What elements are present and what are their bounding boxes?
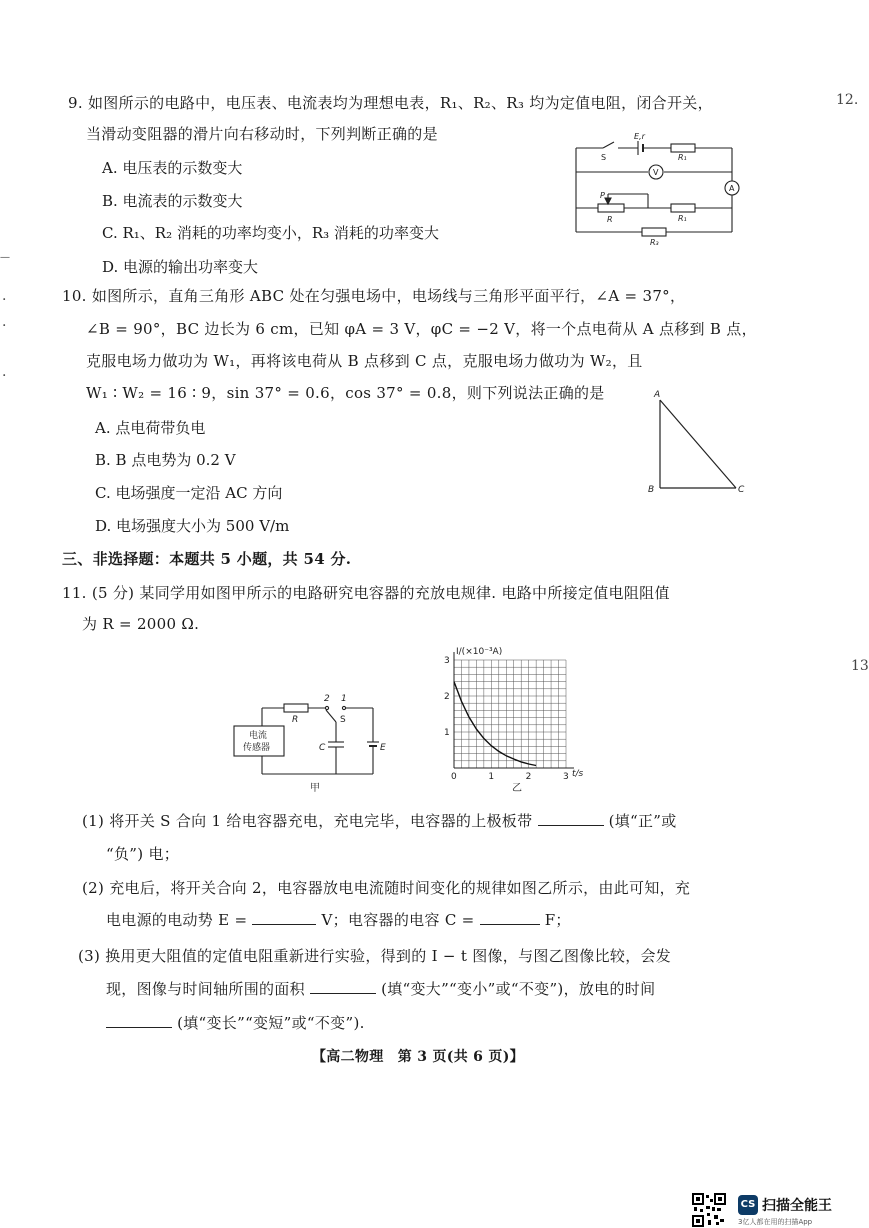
section-3-heading: 三、非选择题：本题共 5 小题，共 54 分. <box>62 550 352 568</box>
q11-jia-label-e: E <box>380 743 386 753</box>
q11-jia-label-s: S <box>340 715 346 725</box>
q10-triangle-figure <box>640 384 756 500</box>
q9-fig-label-r3: R₃ <box>650 238 659 247</box>
q11-jia-label-r: R <box>292 715 299 725</box>
q10-stem-line2: ∠B = 90°，BC 边长为 6 cm，已知 φA = 3 V，φC = −2 V，将一个点电荷从 A 点移到 B 点， <box>86 320 757 338</box>
q11-part3-text-d: (填“变长”“变短”或“不变”). <box>177 1014 365 1032</box>
q11-part1-text-a: (1) 将开关 S 合向 1 给电容器充电，充电完毕，电容器的上极板带 <box>82 812 533 830</box>
q9-fig-label-r1: R₁ <box>678 153 687 162</box>
q10-fig-label-b: B <box>648 485 655 495</box>
margin-tick: · <box>2 368 7 384</box>
q11-part3-time-blank[interactable] <box>106 1013 172 1028</box>
scanner-watermark <box>692 1193 864 1227</box>
q10-stem-line1: 10. 如图所示，直角三角形 ABC 处在匀强电场中，电场线与三角形平面平行，∠A = 37°， <box>62 287 686 305</box>
q11-part3-text-b: 现，图像与时间轴所围的面积 <box>106 980 305 998</box>
q11-jia-label-c: C <box>319 743 326 753</box>
q10-fig-label-c: C <box>738 485 745 495</box>
qr-code-icon <box>692 1193 726 1227</box>
y-tick-label: 1 <box>444 728 450 738</box>
q11-stem-line2: 为 R = 2000 Ω. <box>82 615 200 633</box>
q9-stem-line2: 当滑动变阻器的滑片向右移动时，下列判断正确的是 <box>86 125 438 143</box>
q9-option-d[interactable]: D. 电源的输出功率变大 <box>102 258 259 276</box>
q11-part2-capacitance-blank[interactable] <box>480 910 540 925</box>
q10-option-d[interactable]: D. 电场强度大小为 500 V/m <box>95 517 290 535</box>
q9-fig-label-r1b: R₁ <box>678 214 687 223</box>
q10-option-c[interactable]: C. 电场强度一定沿 AC 方向 <box>95 484 283 502</box>
x-tick-label: 0 <box>451 772 457 782</box>
q11-part2-line2 <box>106 909 571 930</box>
q11-jia-caption: 甲 <box>310 783 320 794</box>
chart-grid <box>454 660 566 768</box>
chart-caption: 乙 <box>512 783 522 794</box>
margin-tick: — <box>0 252 10 263</box>
x-tick-label: 2 <box>525 772 532 782</box>
q11-stem-line1: 11. (5 分) 某同学用如图甲所示的电路研究电容器的充放电规律. 电路中所接定值电阻阻值 <box>62 584 670 602</box>
q11-jia-label-2: 2 <box>324 694 330 704</box>
q11-part1-text-b: (填“正”或 <box>608 812 677 830</box>
margin-question-number: 13 <box>851 658 869 674</box>
margin-tick: · <box>2 292 7 308</box>
q9-stem-line1: 9. 如图所示的电路中，电压表、电流表均为理想电表，R₁、R₂、R₃ 均为定值电阻，闭合开关， <box>68 94 713 112</box>
q11-part3-line1: (3) 换用更大阻值的定值电阻重新进行实验，得到的 I − t 图像，与图乙图像比较，会发 <box>78 947 672 965</box>
q11-part3-text-c: (填“变大”“变小”或“不变”)，放电的时间 <box>381 980 656 998</box>
y-tick-label: 2 <box>444 692 450 702</box>
scanner-logo-icon: CS <box>738 1195 758 1215</box>
q11-part3-area-blank[interactable] <box>310 979 376 994</box>
q9-fig-label-v: V <box>653 168 659 177</box>
x-tick-label: 1 <box>488 772 495 782</box>
x-tick-label: 3 <box>563 772 569 782</box>
q11-jia-sensor-line2: 传感器 <box>243 743 271 753</box>
q10-option-a[interactable]: A. 点电荷带负电 <box>95 419 206 437</box>
margin-tick: · <box>2 318 7 334</box>
series-line <box>454 682 536 766</box>
q11-circuit-jia-figure <box>228 690 408 796</box>
q11-part2-text-c: V；电容器的电容 C = <box>321 911 475 929</box>
q11-part2-text-d: F； <box>544 911 571 929</box>
q11-part1-line1 <box>82 810 677 831</box>
q9-fig-label-r: R <box>607 215 613 224</box>
q11-part2-line1: (2) 充电后，将开关合向 2，电容器放电电流随时间变化的规律如图乙所示，由此可知，充 <box>82 879 691 897</box>
margin-question-number: 12. <box>836 92 859 108</box>
q11-jia-label-1: 1 <box>341 694 347 704</box>
q9-fig-label-s: S <box>601 153 607 162</box>
q9-fig-label-a: A <box>729 184 735 193</box>
scanner-app-name: 扫描全能王 <box>762 1198 832 1214</box>
scanner-slogan: 3亿人都在用的扫描App <box>738 1218 813 1226</box>
page-footer: 【高二物理 第 3 页(共 6 页)】 <box>312 1049 524 1065</box>
q11-jia-sensor-line1: 电流 <box>249 731 268 741</box>
q10-fig-label-a: A <box>654 390 661 400</box>
q11-part3-line2 <box>106 978 655 999</box>
y-tick-label: 3 <box>444 656 450 666</box>
q11-current-time-chart <box>434 642 586 794</box>
q10-stem-line3: 克服电场力做功为 W₁，再将该电荷从 B 点移到 C 点，克服电场力做功为 W₂，且 <box>86 352 643 370</box>
q9-fig-label-p: P <box>600 191 605 200</box>
q11-part2-text-b: 电电源的电动势 E = <box>106 911 248 929</box>
q10-option-b[interactable]: B. B 点电势为 0.2 V <box>95 451 236 469</box>
chart-x-axis-label: t/s <box>572 769 584 779</box>
q10-stem-line4: W₁ ∶ W₂ = 16 ∶ 9，sin 37° = 0.6，cos 37° = 0.8，则下列说法正确的是 <box>86 384 605 402</box>
q9-option-b[interactable]: B. 电流表的示数变大 <box>102 192 243 210</box>
q9-option-c[interactable]: C. R₁、R₂ 消耗的功率均变小，R₃ 消耗的功率变大 <box>102 224 439 242</box>
q11-part1-answer-blank[interactable] <box>538 811 604 826</box>
q11-part3-line3 <box>106 1012 365 1033</box>
q9-option-a[interactable]: A. 电压表的示数变大 <box>102 159 243 177</box>
chart-y-axis-label: I/(×10⁻³A) <box>456 647 503 657</box>
chart-series <box>454 682 536 766</box>
q9-fig-label-er: E,r <box>634 132 645 141</box>
q9-circuit-figure <box>568 128 748 254</box>
chart-axes <box>454 652 574 768</box>
q11-part1-line2: “负”) 电； <box>106 845 180 863</box>
q11-part2-emf-blank[interactable] <box>252 910 316 925</box>
